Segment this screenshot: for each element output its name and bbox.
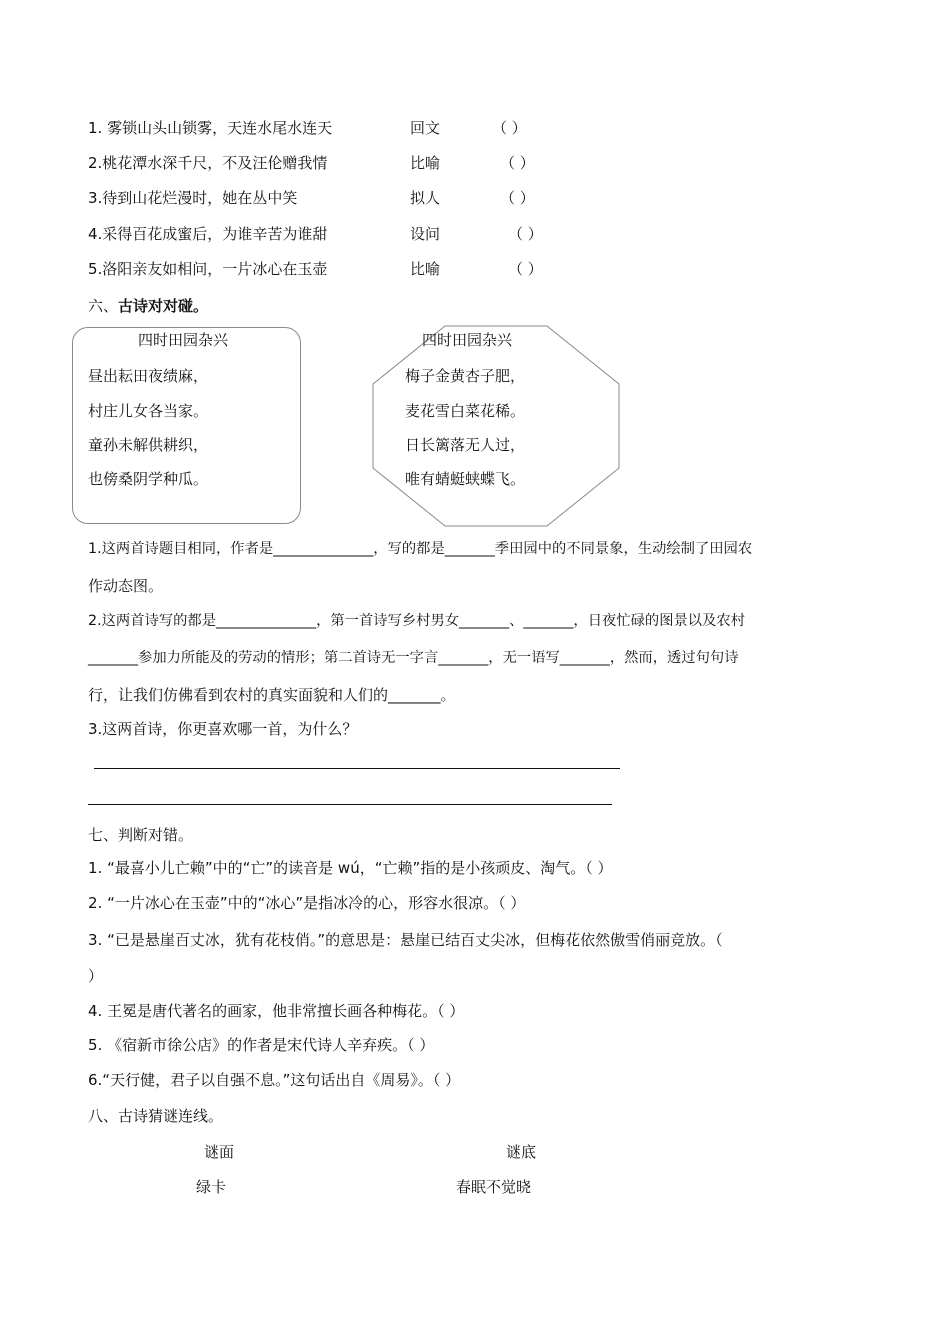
- answer-blank[interactable]: （ ）: [500, 189, 535, 207]
- poem2-title: 四时田园杂兴: [422, 331, 513, 349]
- question-text: 2.桃花潭水深千尺，不及汪伦赠我情: [88, 154, 328, 172]
- poem1-title: 四时田园杂兴: [138, 331, 229, 349]
- rhetoric-label: 设问: [410, 225, 441, 243]
- answer-line[interactable]: [88, 804, 612, 805]
- judge-item: 3. “已是悬崖百丈冰，犹有花枝俏。”的意思是：悬崖已结百丈尖冰，但梅花依然傲雪俏丽竞放。（: [88, 931, 723, 949]
- judge-item: 2. “一片冰心在玉壶”中的“冰心”是指冰冷的心，形容水很凉。（ ）: [88, 894, 526, 912]
- poem2-line: 日长篱落无人过，: [405, 436, 526, 454]
- poem1-frame: [72, 327, 301, 524]
- judge-item-continuation: ）: [88, 967, 104, 985]
- riddle-column-header: 谜面: [204, 1143, 235, 1161]
- rhetoric-label: 拟人: [410, 189, 441, 207]
- judge-item: 1. “最喜小儿亡赖”中的“亡”的读音是 wú，“亡赖”指的是小孩顽皮、淘气。（ ）: [88, 859, 613, 877]
- poem1-line: 也傍桑阴学种瓜。: [88, 470, 209, 488]
- section7-heading: 七、判断对错。: [88, 826, 194, 844]
- rhetoric-label: 比喻: [410, 260, 441, 278]
- answer-blank[interactable]: （ ）: [508, 225, 543, 243]
- riddle-item[interactable]: 绿卡: [196, 1178, 227, 1196]
- answer-line[interactable]: [94, 768, 620, 769]
- poem1-line: 童孙未解供耕织，: [88, 436, 209, 454]
- question-2-line2: _______参加力所能及的劳动的情形；第二首诗无一字言_______，无一语写_______，然而，透过句句诗: [88, 650, 739, 666]
- answer-blank[interactable]: （ ）: [492, 119, 527, 137]
- answer-blank[interactable]: （ ）: [500, 154, 535, 172]
- question-text: 1. 雾锁山头山锁雾，天连水尾水连天: [88, 119, 333, 137]
- judge-item: 5. 《宿新市徐公店》的作者是宋代诗人辛弃疾。（ ）: [88, 1036, 435, 1054]
- question-2-line1: 2.这两首诗写的都是______________，第一首诗写乡村男女_______、_______，日夜忙碌的图景以及农村: [88, 613, 745, 629]
- question-1-line2: 作动态图。: [88, 577, 164, 595]
- rhetoric-label: 比喻: [410, 154, 441, 172]
- answer-column-header: 谜底: [506, 1143, 537, 1161]
- answer-blank[interactable]: （ ）: [508, 260, 543, 278]
- poem1-line: 昼出耘田夜绩麻，: [88, 367, 209, 385]
- question-text: 4.采得百花成蜜后，为谁辛苦为谁甜: [88, 225, 328, 243]
- section8-heading: 八、古诗猜谜连线。: [88, 1107, 224, 1125]
- section6-heading: [88, 296, 208, 316]
- question-text: 3.待到山花烂漫时，她在丛中笑: [88, 189, 298, 207]
- judge-item: 6.“天行健，君子以自强不息。”这句话出自《周易》。（ ）: [88, 1071, 461, 1089]
- poem2-line: 梅子金黄杏子肥，: [405, 367, 526, 385]
- rhetoric-label: 回文: [410, 119, 441, 137]
- question-text: 5.洛阳亲友如相问，一片冰心在玉壶: [88, 260, 328, 278]
- heading-number: 六、: [88, 297, 119, 315]
- question-2-line3: 行，让我们仿佛看到农村的真实面貌和人们的_______。: [88, 686, 456, 704]
- question-1-line1: 1.这两首诗题目相同，作者是______________，写的都是_______季田园中的不同景象，生动绘制了田园农: [88, 541, 753, 557]
- judge-item: 4. 王冕是唐代著名的画家，他非常擅长画各种梅花。（ ）: [88, 1002, 465, 1020]
- poem2-frame: [372, 325, 620, 527]
- poem1-line: 村庄儿女各当家。: [88, 402, 209, 420]
- heading-title: 古诗对对碰。: [118, 297, 209, 315]
- poem2-line: 唯有蜻蜓蛱蝶飞。: [405, 470, 526, 488]
- question-3: 3.这两首诗，你更喜欢哪一首，为什么？: [88, 720, 358, 738]
- poem2-line: 麦花雪白菜花稀。: [405, 402, 526, 420]
- answer-item[interactable]: 春眠不觉晓: [456, 1178, 532, 1196]
